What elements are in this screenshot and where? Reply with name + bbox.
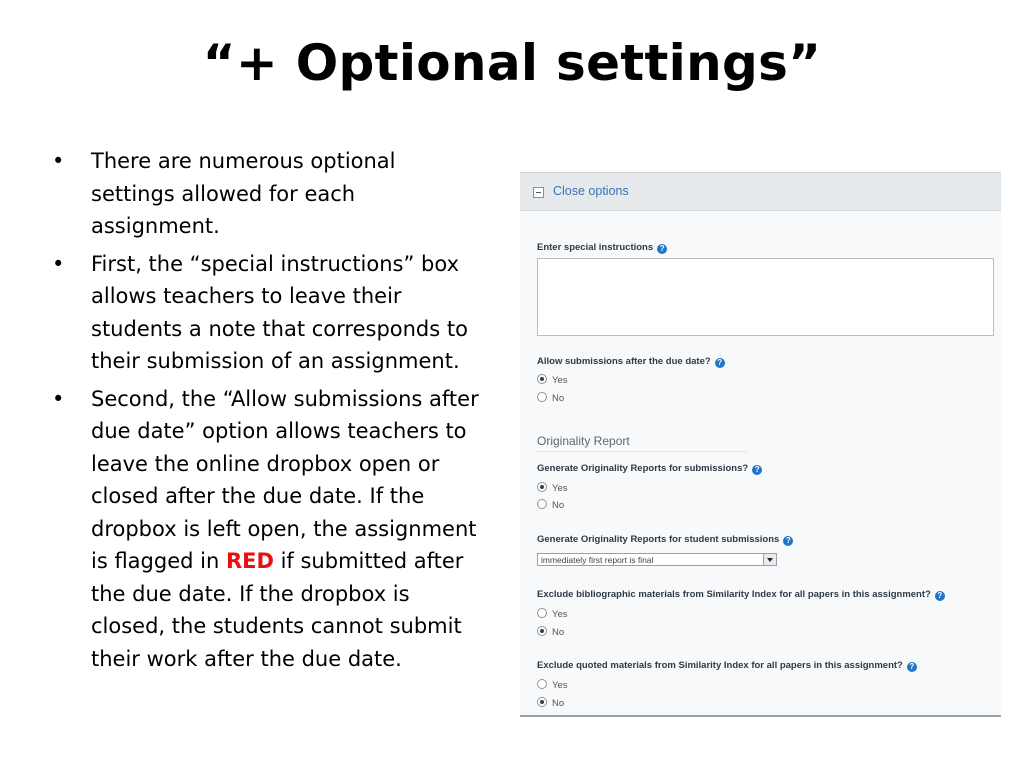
bullet-item (52, 383, 482, 676)
chevron-down-icon[interactable] (763, 554, 776, 565)
exclude-biblio-label (537, 589, 945, 601)
exclude-quoted-text: Exclude quoted materials from Similarity Index for all papers in this assignment? (537, 660, 903, 671)
generate-reports-text: Generate Originality Reports for submissions? (537, 463, 749, 474)
radio-label: Yes (552, 680, 568, 691)
help-icon[interactable]: ? (783, 536, 793, 546)
radio-label: No (552, 393, 565, 404)
bullet-item (52, 145, 482, 243)
allow-late-label (537, 356, 725, 368)
bullet-glyph: • (52, 149, 65, 173)
section-divider (537, 451, 747, 452)
radio-label: No (552, 627, 565, 638)
radio-label: Yes (552, 483, 568, 494)
bullet-text: There are numerous optional settings allowed for each assignment. (91, 149, 396, 238)
allow-late-text: Allow submissions after the due date? (537, 356, 711, 367)
bullet-text: First, the “special instructions” box allows teachers to leave their students a note that corresponds to their submission of an assignment. (91, 251, 468, 373)
help-icon[interactable]: ? (752, 465, 762, 475)
exclude-quoted-yes[interactable] (537, 679, 568, 691)
bullet-glyph: • (52, 386, 65, 411)
generate-reports-no[interactable] (537, 499, 564, 511)
close-options-link[interactable]: Close options (553, 184, 629, 198)
radio-checked-icon[interactable] (537, 374, 547, 384)
student-reports-label (537, 534, 793, 546)
radio-checked-icon[interactable] (537, 697, 547, 707)
radio-icon[interactable] (537, 608, 547, 618)
special-instructions-input[interactable] (537, 258, 994, 336)
radio-label: Yes (552, 375, 568, 386)
generate-reports-label (537, 463, 762, 475)
help-icon[interactable]: ? (657, 244, 667, 254)
exclude-biblio-no[interactable] (537, 626, 564, 638)
special-instructions-text: Enter special instructions (537, 242, 654, 253)
radio-icon[interactable] (537, 499, 547, 509)
red-highlight: RED (225, 549, 274, 573)
bullet-text-after: if submitted after the due date. If the dropbox is closed, the students cannot submit their work after the due date. (91, 549, 464, 671)
radio-label: No (552, 698, 565, 709)
exclude-quoted-label (537, 660, 917, 672)
bullet-item (52, 248, 482, 378)
allow-late-yes[interactable] (537, 374, 568, 386)
exclude-quoted-no[interactable] (537, 697, 564, 709)
select-value: immediately first report is final (541, 555, 654, 565)
special-instructions-label (537, 242, 667, 254)
help-icon[interactable]: ? (907, 662, 917, 672)
help-icon[interactable]: ? (935, 591, 945, 601)
exclude-biblio-yes[interactable] (537, 608, 568, 620)
assignment-options-panel (520, 172, 1001, 717)
bullet-list (52, 145, 482, 680)
radio-icon[interactable] (537, 392, 547, 402)
allow-late-no[interactable] (537, 392, 564, 404)
radio-checked-icon[interactable] (537, 482, 547, 492)
radio-label: No (552, 500, 565, 511)
generate-reports-yes[interactable] (537, 482, 568, 494)
student-reports-text: Generate Originality Reports for student submissions (537, 534, 780, 545)
originality-section-title: Originality Report (537, 434, 630, 448)
collapse-icon[interactable] (533, 187, 544, 198)
radio-icon[interactable] (537, 679, 547, 689)
student-reports-select[interactable] (537, 553, 777, 566)
bullet-text: Second, the “Allow submissions after due date” option allows teachers to leave the online dropbox open or closed after the due date. If the dropbox is left open, the assignment is flagged in (91, 386, 479, 573)
bullet-glyph: • (52, 251, 65, 276)
help-icon[interactable]: ? (715, 358, 725, 368)
exclude-biblio-text: Exclude bibliographic materials from Similarity Index for all papers in this assignment? (537, 589, 931, 600)
radio-checked-icon[interactable] (537, 626, 547, 636)
options-bar (520, 173, 1001, 211)
radio-label: Yes (552, 609, 568, 620)
slide-title: “+ Optional settings” (202, 34, 822, 92)
